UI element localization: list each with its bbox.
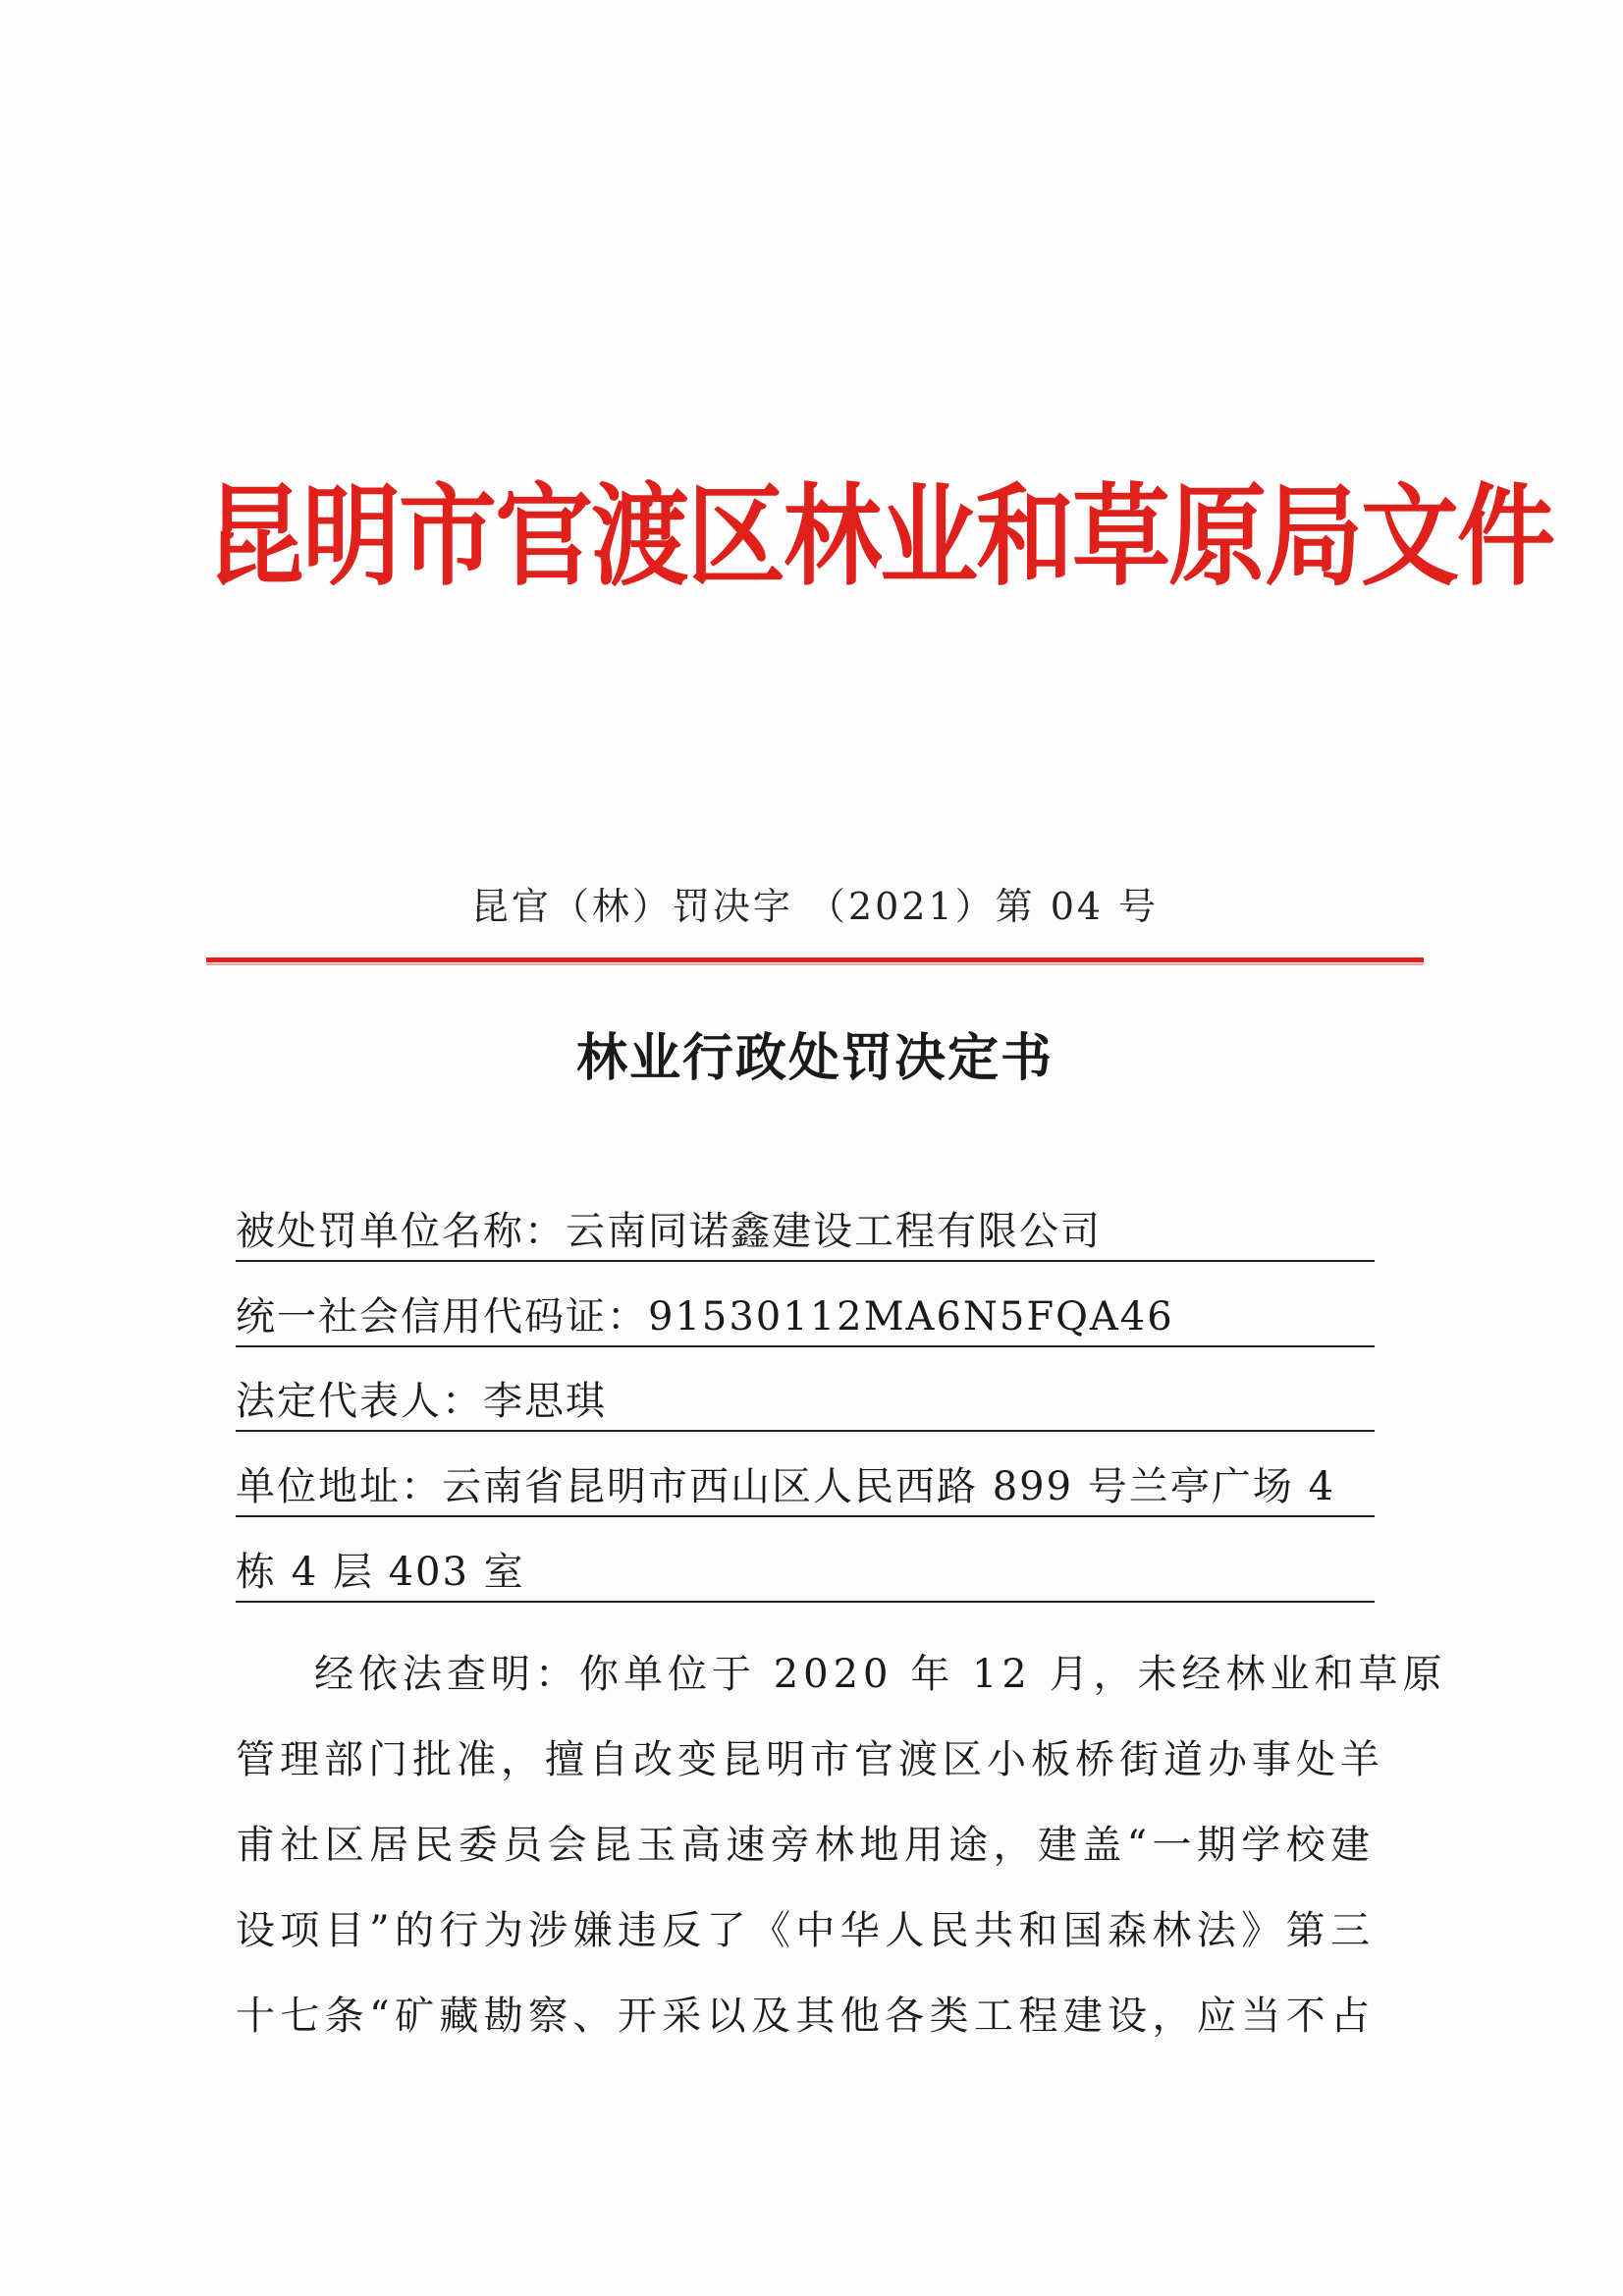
field-value: 云南同诺鑫建设工程有限公司 <box>566 1209 1102 1254</box>
field-label: 统一社会信用代码证： <box>236 1294 648 1339</box>
field-value: 栋 4 层 403 室 <box>236 1550 525 1595</box>
document-title: 林业行政处罚决定书 <box>575 1028 1054 1088</box>
field-legal-representative <box>236 1373 1375 1432</box>
field-address-continued <box>236 1544 1375 1603</box>
field-value: 91530112MA6N5FQA46 <box>648 1294 1174 1339</box>
field-value: 李思琪 <box>483 1379 607 1424</box>
paragraph-line: 设项目”的行为涉嫌违反了《中华人民共和国森林法》第三 <box>236 1908 1375 1953</box>
field-label: 法定代表人： <box>236 1379 483 1424</box>
field-label: 单位地址： <box>236 1464 442 1509</box>
agency-header-title: 昆明市官渡区林业和草原局文件 <box>206 470 1553 602</box>
findings-paragraph <box>236 1632 1447 2059</box>
field-credit-code <box>236 1288 1375 1347</box>
field-value: 云南省昆明市西山区人民西路 899 号兰亭广场 4 <box>442 1464 1335 1509</box>
paragraph-line: 经依法查明：你单位于 2020 年 12 月，未经林业和草原 <box>314 1652 1447 1697</box>
document-number: 昆官（林）罚决字 （2021）第 04 号 <box>470 885 1160 928</box>
field-address <box>236 1458 1375 1517</box>
field-label: 被处罚单位名称： <box>236 1209 566 1254</box>
paragraph-line: 管理部门批准，擅自改变昆明市官渡区小板桥街道办事处羊 <box>236 1737 1384 1782</box>
paragraph-line: 十七条“矿藏勘察、开采以及其他各类工程建设，应当不占 <box>236 1994 1375 2039</box>
field-penalized-entity <box>236 1203 1375 1262</box>
paragraph-line: 甫社区居民委员会昆玉高速旁林地用途，建盖“一期学校建 <box>236 1823 1375 1868</box>
red-divider-line <box>206 957 1424 962</box>
